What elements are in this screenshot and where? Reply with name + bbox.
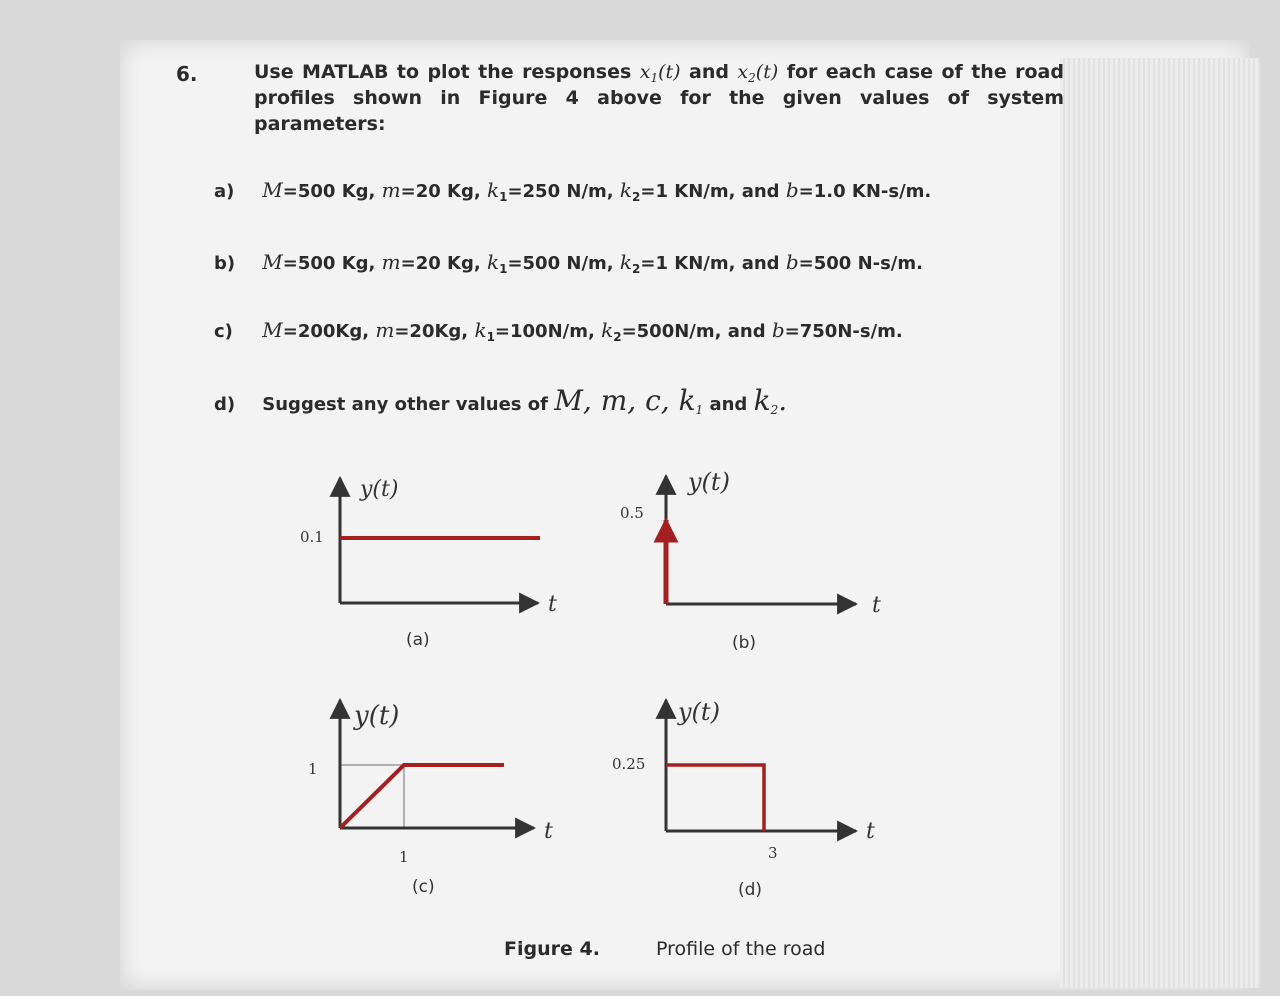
panel-a-xlabel: t [548,592,557,617]
part-c: c) M=200Kg, m=20Kg, $k_1=100N/m$, $k_2=500N/m$, and b=750N-s/m. [214,318,903,344]
panel-a-ylabel: y(t) [360,477,399,502]
panel-c-ramp-signal [340,765,504,828]
panel-c-caption: (c) [412,877,435,897]
panel-a-caption: (a) [406,630,430,650]
part-label: c) [214,321,233,342]
panel-d-amplitude-label: 0.25 [612,755,646,773]
x2-symbol: $x_2(t)$ [737,61,779,85]
part-label: d) [214,394,236,415]
figure-caption-text: Profile of the road [656,938,826,960]
panel-c-amplitude-label: 1 [308,760,318,778]
panel-a-amplitude-label: 0.1 [300,528,324,546]
part-d-last: $k_2$. [753,384,788,417]
part-d-symbols: M, m, c, $k_1$ [554,384,704,417]
panel-b-xlabel: t [872,593,881,618]
panel-d-time-label: 3 [768,844,778,862]
panel-b-caption: (b) [732,633,757,653]
panel-b-amplitude-label: 0.5 [620,504,644,522]
panel-c-ylabel: y(t) [354,701,400,731]
question-number: 6. [176,62,198,86]
part-d-text: Suggest any other values of [262,394,548,415]
panel-d-caption: (d) [738,880,763,900]
panel-d [612,698,875,900]
panel-d-ylabel: y(t) [678,698,720,726]
x1-symbol: $x_1(t)$ [639,61,681,85]
panel-d-pulse-signal [666,765,764,831]
panel-c [308,700,553,897]
panel-c-time-label: 1 [399,848,409,866]
part-b: b) M=500 Kg, m=20 Kg, $k_1=500$ N/m, $k_2=1$ KN/m, and b=500 N-s/m. [214,250,923,276]
part-a: a) M=500 Kg, m=20 Kg, $k_1=250$ N/m, $k_2=1$ KN/m, and b=1.0 KN-s/m. [214,178,932,204]
intro-pre: Use MATLAB to plot the responses [254,61,632,83]
panel-d-xlabel: t [866,819,875,844]
intro-and: and [689,61,729,83]
figure-caption-label: Figure 4. [504,938,600,960]
part-d: d) Suggest any other values of M, m, c, $k_1$ and $k_2$. [214,384,788,417]
intro-post: for each case of the road profiles shown in Figure 4 above for the given values of system parameters: [254,61,1064,135]
panel-b [620,468,881,653]
panel-b-ylabel: y(t) [688,468,730,496]
panel-c-xlabel: t [544,819,553,844]
panel-a [300,477,557,650]
part-label: b) [214,253,236,274]
part-label: a) [214,181,235,202]
